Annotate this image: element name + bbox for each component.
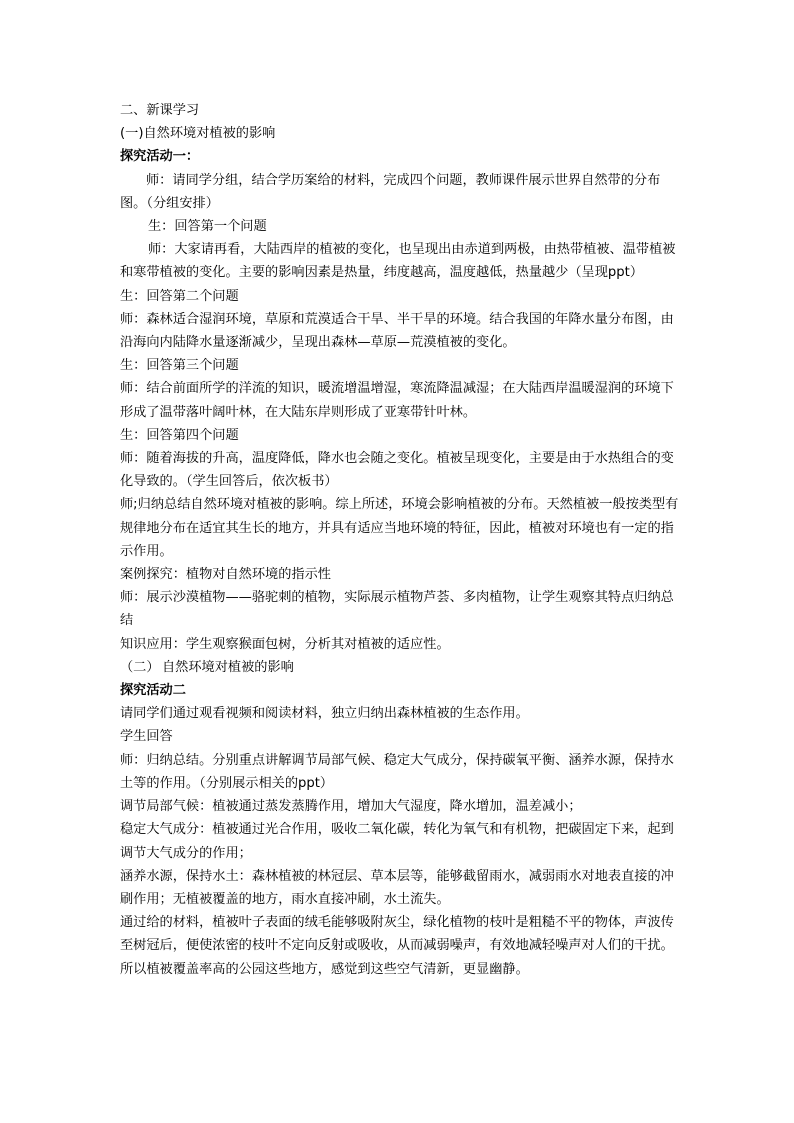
paragraph: 通过给的材料，植被叶子表面的绒毛能够吸附灰尘，绿化植物的枝叶是粗糙不平的物体，声波传至树冠后，便使浓密的枝叶不定向反射或吸收，从而减弱噪声，有效地减轻噪声对人们的干扰。所以植被覆盖率高的公园这些地方，感觉到这些空气清新，更显幽静。 xyxy=(120,915,674,977)
subsection-heading-2 xyxy=(120,656,680,679)
paragraph: 师：结合前面所学的洋流的知识，暖流增温增湿，寒流降温减湿；在大陆西岸温暖湿润的环境下形成了温带落叶阔叶林，在大陆东岸则形成了亚寒带针叶林。 xyxy=(120,381,674,420)
paragraph: 稳定大气成分：植被通过光合作用，吸收二氧化碳，转化为氧气和有机物，把碳固定下来，起到调节大气成分的作用； xyxy=(120,822,674,861)
subsection-number: （二） xyxy=(120,659,160,675)
activity-heading: 探究活动一： xyxy=(120,149,200,165)
paragraph: 生：回答第四个问题 xyxy=(120,427,239,443)
paragraph: 生：回答第二个问题 xyxy=(120,288,239,304)
paragraph: 案例探究：植物对自然环境的指示性 xyxy=(120,567,331,583)
section-heading: 二、新课学习 xyxy=(120,103,200,118)
paragraph: 学生回答 xyxy=(120,729,173,745)
paragraph: 师：森林适合湿润环境，草原和荒漠适合干旱、半干旱的环境。结合我国的年降水量分布图，由沿海向内陆降水量逐渐减少，呈现出森林—草原—荒漠植被的变化。 xyxy=(120,311,674,351)
paragraph: 知识应用：学生观察猴面包树，分析其对植被的适应性。 xyxy=(120,636,450,652)
paragraph: 涵养水源，保持水土：森林植被的林冠层、草本层等，能够截留雨水，减弱雨水对地表直接的冲刷作用；无植被覆盖的地方，雨水直接冲刷，水土流失。 xyxy=(120,868,674,907)
paragraph: 师：大家请再看，大陆西岸的植被的变化，也呈现出由赤道到两极，由热带植被、温带植被和寒带植被的变化。主要的影响因素是热量，纬度越高，温度越低，热量越少（呈现ppt） xyxy=(120,242,676,281)
subsection-title: 自然环境对植被的影响 xyxy=(162,659,294,675)
subsection-heading: (一)自然环境对植被的影响 xyxy=(120,126,276,142)
paragraph: 师;归纳总结自然环境对植被的影响。综上所述，环境会影响植被的分布。天然植被一般按类型有规律地分布在适宜其生长的地方，并具有适应当地环境的特征，因此，植被对环境也有一定的指示作用。 xyxy=(120,497,679,559)
paragraph: 调节局部气候：植被通过蒸发蒸腾作用，增加大气湿度，降水增加，温差减小； xyxy=(120,799,582,815)
paragraph: 生：回答第一个问题 xyxy=(148,219,267,235)
document-body xyxy=(120,99,680,981)
paragraph: 师：展示沙漠植物——骆驼刺的植物，实际展示植物芦荟、多肉植物，让学生观察其特点归纳总结 xyxy=(120,590,674,629)
paragraph: 生：回答第三个问题 xyxy=(120,358,239,374)
paragraph: 师：归纳总结。分别重点讲解调节局部气候、稳定大气成分，保持碳氧平衡、涵养水源，保持水土等的作用。（分别展示相关的ppt） xyxy=(120,752,674,791)
paragraph: 请同学们通过观看视频和阅读材料，独立归纳出森林植被的生态作用。 xyxy=(120,706,529,722)
paragraph: 师：随着海拔的升高，温度降低，降水也会随之变化。植被呈现变化，主要是由于水热组合的变化导致的。（学生回答后，依次板书） xyxy=(120,451,674,490)
activity-heading: 探究活动二 xyxy=(120,683,186,699)
paragraph: 师：请同学分组，结合学历案给的材料，完成四个问题，教师课件展示世界自然带的分布图。（分组安排） xyxy=(120,172,661,211)
